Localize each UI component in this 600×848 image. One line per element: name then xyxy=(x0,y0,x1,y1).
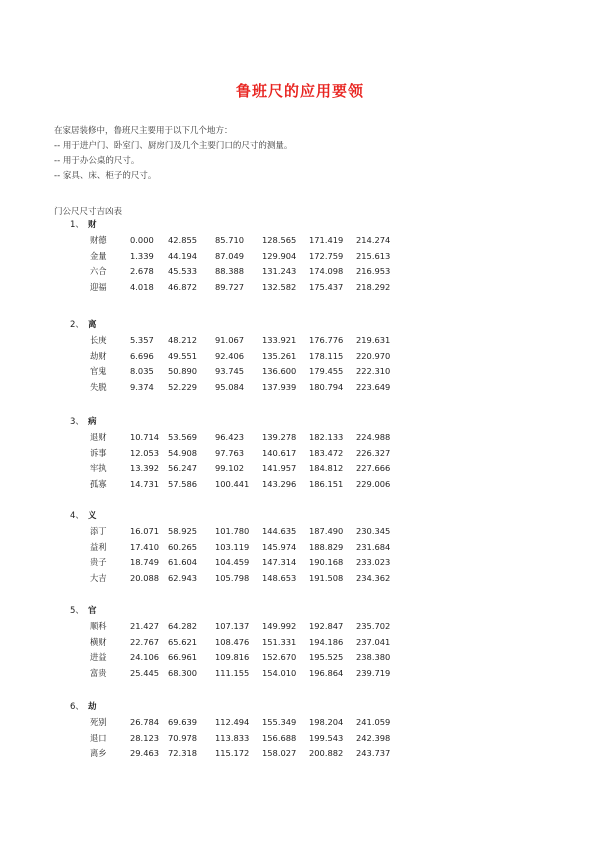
value-cell: 135.261 xyxy=(262,350,297,361)
table-row xyxy=(54,333,474,349)
value-cell: 195.525 xyxy=(309,652,344,662)
table-row xyxy=(54,540,474,556)
value-cell: 149.992 xyxy=(262,621,297,631)
category-title xyxy=(70,700,474,715)
category-number: 3、 xyxy=(70,417,84,427)
value-cell: 22.767 xyxy=(130,636,160,647)
value-cell: 148.653 xyxy=(262,572,297,583)
value-cell: 239.719 xyxy=(356,667,391,678)
value-cell: 108.476 xyxy=(215,636,250,647)
value-cell: 70.978 xyxy=(168,732,198,743)
category-title xyxy=(70,218,474,233)
value-cell: 190.168 xyxy=(309,557,344,567)
value-cell: 25.445 xyxy=(130,667,160,678)
value-cell: 89.727 xyxy=(215,281,245,292)
table-row xyxy=(54,264,474,280)
value-cell: 112.494 xyxy=(215,717,250,727)
row-label: 退财 xyxy=(90,432,107,442)
value-cell: 194.186 xyxy=(309,636,344,647)
value-cell: 139.278 xyxy=(262,432,297,442)
table-row xyxy=(54,446,474,462)
category-title xyxy=(70,509,474,524)
value-cell: 72.318 xyxy=(168,748,198,758)
table-row xyxy=(54,349,474,365)
value-cell: 100.441 xyxy=(215,478,250,489)
value-cell: 1.339 xyxy=(130,250,154,261)
value-cell: 234.362 xyxy=(356,572,391,583)
row-label: 退口 xyxy=(90,732,107,743)
category-group xyxy=(54,218,474,295)
value-cell: 13.392 xyxy=(130,463,160,473)
value-cell: 171.419 xyxy=(309,235,344,245)
value-cell: 199.543 xyxy=(309,732,344,743)
value-cell: 113.833 xyxy=(215,732,250,743)
value-cell: 92.406 xyxy=(215,350,245,361)
category-number: 5、 xyxy=(70,606,84,616)
row-label: 孤寡 xyxy=(90,478,107,489)
value-cell: 235.702 xyxy=(356,621,391,631)
value-cell: 220.970 xyxy=(356,350,391,361)
category-name: 病 xyxy=(88,417,97,427)
value-cell: 131.243 xyxy=(262,266,297,276)
value-cell: 105.798 xyxy=(215,572,250,583)
value-cell: 196.864 xyxy=(309,667,344,678)
value-cell: 24.106 xyxy=(130,652,160,662)
value-cell: 192.847 xyxy=(309,621,344,631)
value-cell: 133.921 xyxy=(262,335,297,345)
value-cell: 198.204 xyxy=(309,717,344,727)
row-label: 财德 xyxy=(90,235,107,245)
intro-line: -- 家具、床、柜子的尺寸。 xyxy=(54,171,157,181)
category-title xyxy=(70,318,474,333)
table-row xyxy=(54,571,474,587)
table-row xyxy=(54,731,474,747)
value-cell: 54.908 xyxy=(168,447,198,458)
value-cell: 93.745 xyxy=(215,366,245,376)
category-number: 4、 xyxy=(70,511,84,521)
value-cell: 128.565 xyxy=(262,235,297,245)
value-cell: 50.890 xyxy=(168,366,198,376)
value-cell: 145.974 xyxy=(262,541,297,552)
value-cell: 147.314 xyxy=(262,557,297,567)
value-cell: 10.714 xyxy=(130,432,160,442)
table-row xyxy=(54,524,474,540)
table-row xyxy=(54,233,474,249)
table-row xyxy=(54,619,474,635)
value-cell: 182.133 xyxy=(309,432,344,442)
value-cell: 191.508 xyxy=(309,572,344,583)
value-cell: 158.027 xyxy=(262,748,297,758)
row-label: 劫财 xyxy=(90,350,107,361)
row-label: 牢执 xyxy=(90,463,107,473)
category-number: 6、 xyxy=(70,702,84,712)
value-cell: 8.035 xyxy=(130,366,154,376)
value-cell: 178.115 xyxy=(309,350,344,361)
value-cell: 68.300 xyxy=(168,667,198,678)
table-row xyxy=(54,249,474,265)
table-row xyxy=(54,280,474,296)
value-cell: 226.327 xyxy=(356,447,391,458)
value-cell: 42.855 xyxy=(168,235,198,245)
value-cell: 99.102 xyxy=(215,463,245,473)
intro-line: -- 用于进户门、卧室门、厨房门及几个主要门口的尺寸的测量。 xyxy=(54,141,293,151)
value-cell: 16.071 xyxy=(130,526,160,536)
category-title xyxy=(70,604,474,619)
value-cell: 6.696 xyxy=(130,350,154,361)
value-cell: 52.229 xyxy=(168,381,198,392)
category-number: 2、 xyxy=(70,320,84,330)
value-cell: 242.398 xyxy=(356,732,391,743)
row-label: 死别 xyxy=(90,717,107,727)
value-cell: 88.388 xyxy=(215,266,245,276)
value-cell: 140.617 xyxy=(262,447,297,458)
value-cell: 154.010 xyxy=(262,667,297,678)
table-row xyxy=(54,635,474,651)
value-cell: 184.812 xyxy=(309,463,344,473)
value-cell: 186.151 xyxy=(309,478,344,489)
value-cell: 227.666 xyxy=(356,463,391,473)
value-cell: 96.423 xyxy=(215,432,245,442)
value-cell: 57.586 xyxy=(168,478,198,489)
value-cell: 69.639 xyxy=(168,717,198,727)
value-cell: 224.988 xyxy=(356,432,391,442)
value-cell: 62.943 xyxy=(168,572,198,583)
value-cell: 91.067 xyxy=(215,335,245,345)
row-label: 离乡 xyxy=(90,748,107,758)
value-cell: 45.533 xyxy=(168,266,198,276)
value-cell: 180.794 xyxy=(309,381,344,392)
value-cell: 144.635 xyxy=(262,526,297,536)
table-row xyxy=(54,461,474,477)
value-cell: 46.872 xyxy=(168,281,198,292)
value-cell: 2.678 xyxy=(130,266,154,276)
table-row xyxy=(54,650,474,666)
row-label: 顺科 xyxy=(90,621,107,631)
category-title xyxy=(70,415,474,430)
value-cell: 26.784 xyxy=(130,717,160,727)
row-label: 贵子 xyxy=(90,557,107,567)
value-cell: 66.961 xyxy=(168,652,198,662)
table-row xyxy=(54,555,474,571)
value-cell: 87.049 xyxy=(215,250,245,261)
value-cell: 187.490 xyxy=(309,526,344,536)
value-cell: 218.292 xyxy=(356,281,391,292)
row-label: 长庚 xyxy=(90,335,107,345)
value-cell: 18.749 xyxy=(130,557,160,567)
value-cell: 176.776 xyxy=(309,335,344,345)
value-cell: 17.410 xyxy=(130,541,160,552)
table-caption: 门公尺尺寸吉凶表 xyxy=(54,207,123,217)
value-cell: 61.604 xyxy=(168,557,198,567)
value-cell: 172.759 xyxy=(309,250,344,261)
value-cell: 64.282 xyxy=(168,621,198,631)
row-label: 富贵 xyxy=(90,667,107,678)
row-label: 迎福 xyxy=(90,281,107,292)
value-cell: 222.310 xyxy=(356,366,391,376)
intro-paragraph xyxy=(54,124,292,184)
row-label: 大吉 xyxy=(90,572,107,583)
value-cell: 223.649 xyxy=(356,381,391,392)
value-cell: 53.569 xyxy=(168,432,198,442)
category-name: 离 xyxy=(88,320,97,330)
value-cell: 243.737 xyxy=(356,748,391,758)
value-cell: 28.123 xyxy=(130,732,160,743)
value-cell: 233.023 xyxy=(356,557,391,567)
value-cell: 97.763 xyxy=(215,447,245,458)
value-cell: 237.041 xyxy=(356,636,391,647)
value-cell: 151.331 xyxy=(262,636,297,647)
value-cell: 65.621 xyxy=(168,636,198,647)
value-cell: 143.296 xyxy=(262,478,297,489)
value-cell: 104.459 xyxy=(215,557,250,567)
value-cell: 129.904 xyxy=(262,250,297,261)
value-cell: 230.345 xyxy=(356,526,391,536)
value-cell: 152.670 xyxy=(262,652,297,662)
table-row xyxy=(54,715,474,731)
value-cell: 49.551 xyxy=(168,350,198,361)
value-cell: 85.710 xyxy=(215,235,245,245)
value-cell: 12.053 xyxy=(130,447,160,458)
row-label: 官鬼 xyxy=(90,366,107,376)
value-cell: 219.631 xyxy=(356,335,391,345)
table-row xyxy=(54,666,474,682)
category-name: 义 xyxy=(88,511,97,521)
value-cell: 21.427 xyxy=(130,621,160,631)
row-label: 进益 xyxy=(90,652,107,662)
page-title: 鲁班尺的应用要领 xyxy=(235,82,364,100)
intro-line: 在家居装修中，鲁班尺主要用于以下几个地方： xyxy=(54,126,233,136)
value-cell: 214.274 xyxy=(356,235,391,245)
category-group xyxy=(54,415,474,492)
value-cell: 229.006 xyxy=(356,478,391,489)
value-cell: 136.600 xyxy=(262,366,297,376)
table-row xyxy=(54,477,474,493)
value-cell: 44.194 xyxy=(168,250,198,261)
value-cell: 5.357 xyxy=(130,335,154,345)
value-cell: 103.119 xyxy=(215,541,250,552)
category-name: 官 xyxy=(88,606,97,616)
value-cell: 9.374 xyxy=(130,381,154,392)
value-cell: 109.816 xyxy=(215,652,250,662)
category-group xyxy=(54,700,474,762)
value-cell: 95.084 xyxy=(215,381,245,392)
value-cell: 115.172 xyxy=(215,748,250,758)
value-cell: 179.455 xyxy=(309,366,344,376)
value-cell: 200.882 xyxy=(309,748,344,758)
value-cell: 188.829 xyxy=(309,541,344,552)
value-cell: 155.349 xyxy=(262,717,297,727)
value-cell: 29.463 xyxy=(130,748,160,758)
value-cell: 107.137 xyxy=(215,621,250,631)
table-row xyxy=(54,746,474,762)
value-cell: 215.613 xyxy=(356,250,391,261)
row-label: 诉事 xyxy=(90,447,107,458)
value-cell: 238.380 xyxy=(356,652,391,662)
value-cell: 156.688 xyxy=(262,732,297,743)
value-cell: 0.000 xyxy=(130,235,154,245)
intro-line: -- 用于办公桌的尺寸。 xyxy=(54,156,140,166)
value-cell: 101.780 xyxy=(215,526,250,536)
row-label: 横财 xyxy=(90,636,107,647)
category-number: 1、 xyxy=(70,220,84,230)
value-cell: 183.472 xyxy=(309,447,344,458)
value-cell: 60.265 xyxy=(168,541,198,552)
value-cell: 14.731 xyxy=(130,478,160,489)
value-cell: 174.098 xyxy=(309,266,344,276)
category-group xyxy=(54,604,474,681)
value-cell: 216.953 xyxy=(356,266,391,276)
category-name: 财 xyxy=(88,220,97,230)
table-row xyxy=(54,430,474,446)
row-label: 添丁 xyxy=(90,526,107,536)
category-group xyxy=(54,318,474,395)
table-row xyxy=(54,380,474,396)
value-cell: 20.088 xyxy=(130,572,160,583)
category-group xyxy=(54,509,474,586)
row-label: 益利 xyxy=(90,541,107,552)
category-name: 劫 xyxy=(88,702,97,712)
value-cell: 58.925 xyxy=(168,526,198,536)
value-cell: 141.957 xyxy=(262,463,297,473)
row-label: 金量 xyxy=(90,250,107,261)
value-cell: 56.247 xyxy=(168,463,198,473)
value-cell: 48.212 xyxy=(168,335,198,345)
value-cell: 241.059 xyxy=(356,717,391,727)
value-cell: 4.018 xyxy=(130,281,154,292)
value-cell: 175.437 xyxy=(309,281,344,292)
value-cell: 231.684 xyxy=(356,541,391,552)
table-row xyxy=(54,364,474,380)
value-cell: 132.582 xyxy=(262,281,297,292)
row-label: 失脱 xyxy=(90,381,107,392)
value-cell: 137.939 xyxy=(262,381,297,392)
value-cell: 111.155 xyxy=(215,667,250,678)
row-label: 六合 xyxy=(90,266,107,276)
